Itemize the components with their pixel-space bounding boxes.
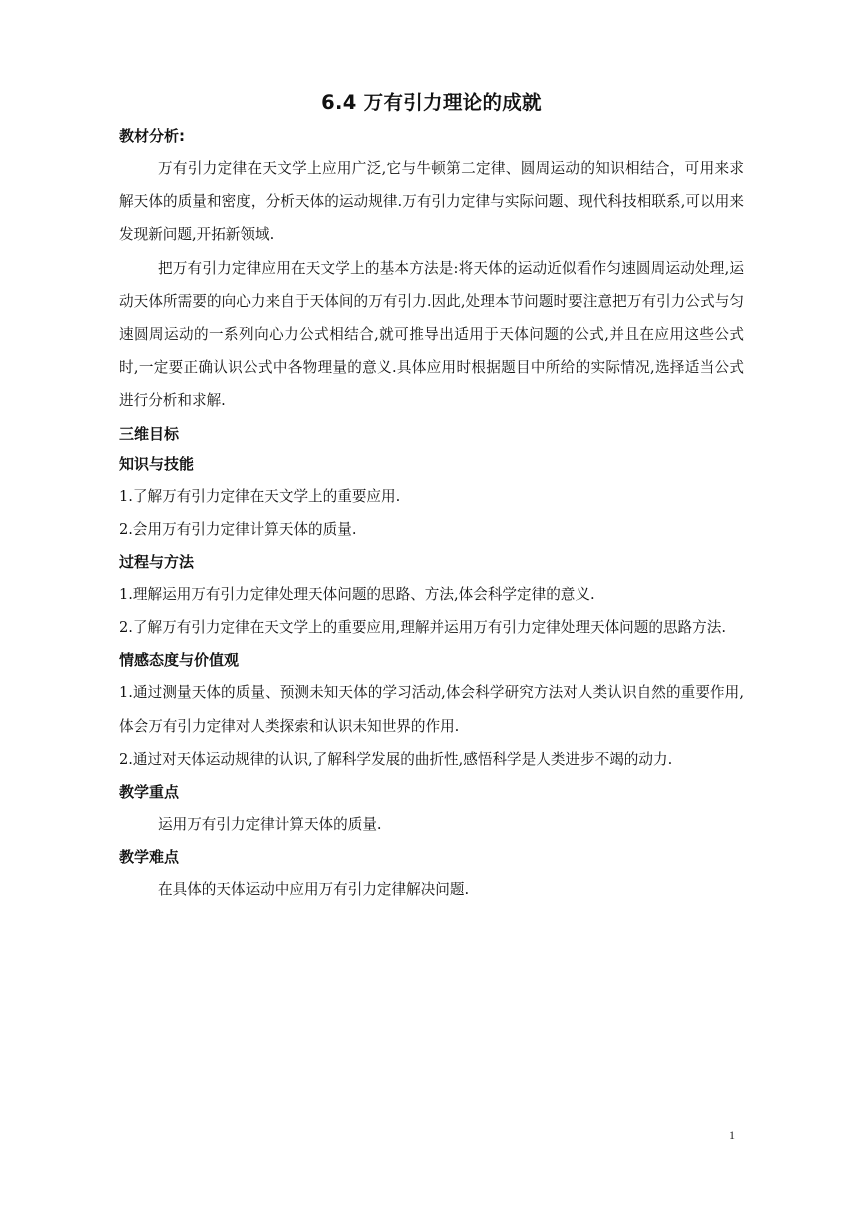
focus-heading: 教学重点 [119, 783, 180, 802]
difficulty-text: 在具体的天体运动中应用万有引力定律解决问题. [158, 881, 470, 899]
process-item-2: 2.了解万有引力定律在天文学上的重要应用,理解并运用万有引力定律处理天体问题的思路方法. [119, 619, 726, 637]
attitude-item-1: 1.通过测量天体的质量、预测未知天体的学习活动,体会科学研究方法对人类认识自然的重要作用,体会万有引力定律对人类探索和认识未知世界的作用. [119, 684, 744, 735]
analysis-paragraph-1: 万有引力定律在天文学上应用广泛,它与牛顿第二定律、圆周运动的知识相结合，可用来求解天体的质量和密度，分析天体的运动规律.万有引力定律与实际问题、现代科技相联系,可以用来发现新问题,开拓新领域. [119, 160, 744, 244]
knowledge-item-2: 2.会用万有引力定律计算天体的质量. [119, 520, 357, 538]
knowledge-item-1: 1.了解万有引力定律在天文学上的重要应用. [119, 487, 401, 505]
attitude-item-2: 2.通过对天体运动规律的认识,了解科学发展的曲折性,感悟科学是人类进步不竭的动力. [119, 750, 673, 768]
document-page [119, 86, 744, 906]
analysis-heading: 教材分析: [119, 127, 185, 145]
knowledge-heading: 知识与技能 [119, 454, 195, 473]
process-item-1: 1.理解运用万有引力定律处理天体问题的思路、方法,体会科学定律的意义. [119, 586, 595, 604]
goals-heading: 三维目标 [119, 424, 180, 443]
process-heading: 过程与方法 [119, 553, 195, 572]
difficulty-heading: 教学难点 [119, 848, 180, 867]
focus-text: 运用万有引力定律计算天体的质量. [158, 816, 382, 834]
page-number: 1 [729, 1128, 735, 1142]
attitude-heading: 情感态度与价值观 [119, 651, 240, 670]
analysis-paragraph-2: 把万有引力定律应用在天文学上的基本方法是:将天体的运动近似看作匀速圆周运动处理,运动天体所需要的向心力来自于天体间的万有引力.因此,处理本节问题时要注意把万有引力公式与匀速圆周运动的一系列向心力公式相结合,就可推导出适用于天体问题的公式,并且在应用这些公式时,一定要正确认识公式中各物理量的意义.具体应用时根据题目中所给的实际情况,选择适当公式进行分析和求解. [119, 259, 744, 410]
document-title: 6.4 万有引力理论的成就 [321, 91, 542, 114]
